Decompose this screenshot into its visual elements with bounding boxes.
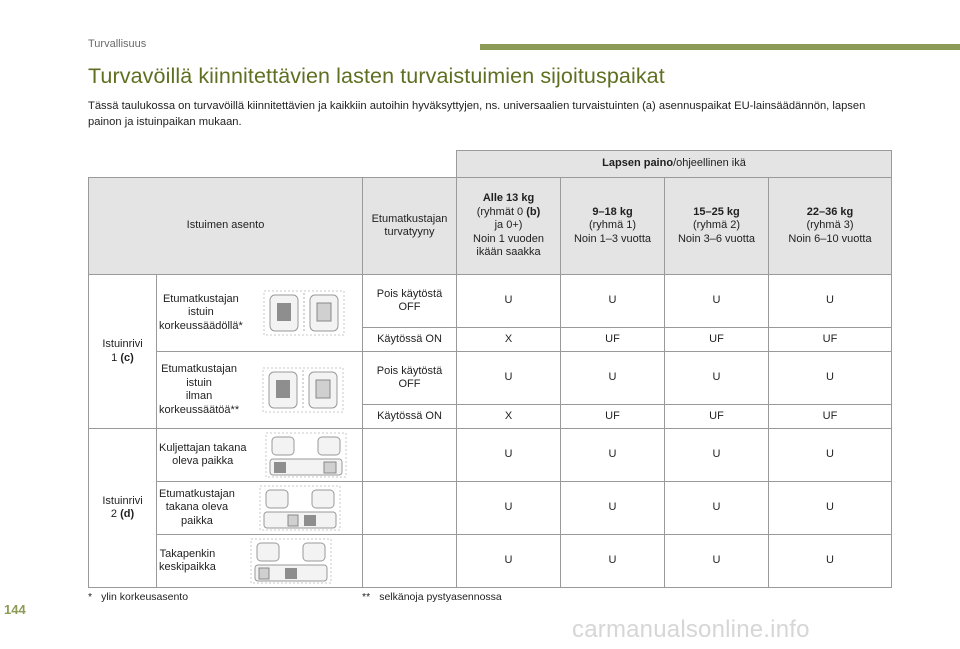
table-cell: U xyxy=(457,429,561,482)
group-class: (ryhmä 3) xyxy=(806,219,854,232)
group-age: Noin 6–10 vuotta xyxy=(788,232,872,245)
group-class-extra: ja 0+) xyxy=(494,219,523,232)
table-cell: U xyxy=(769,535,892,588)
group-class xyxy=(459,206,558,220)
airbag-state xyxy=(363,275,457,328)
table-cell: X xyxy=(457,328,561,352)
seat-label: istuin xyxy=(186,376,212,389)
weight-header-bold: Lapsen paino xyxy=(602,157,674,170)
table-cell: U xyxy=(769,352,892,405)
seat-label: oleva paikka xyxy=(172,455,234,467)
group-weight: 22–36 kg xyxy=(806,205,854,218)
airbag-state xyxy=(363,352,457,405)
table-cell: U xyxy=(457,275,561,328)
table-cell: UF xyxy=(665,328,769,352)
airbag-state-text: Pois käytöstä xyxy=(376,364,443,377)
airbag-state xyxy=(363,429,457,482)
car-seat-front-icon xyxy=(262,289,346,337)
seat-cell xyxy=(157,352,363,429)
seat-label: Takapenkin xyxy=(159,547,216,560)
seat-cell xyxy=(157,275,363,352)
page-title: Turvavöillä kiinnitettävien lasten turvaistuimien sijoituspaikat xyxy=(88,64,665,88)
table-row xyxy=(89,535,892,588)
table-cell: U xyxy=(561,352,665,405)
group-header xyxy=(769,178,892,275)
table-cell: UF xyxy=(665,405,769,429)
table-cell: U xyxy=(769,482,892,535)
footnote-text: selkänoja pystyasennossa xyxy=(379,591,502,603)
seat-row-number: 2 xyxy=(110,508,117,520)
table-cell: U xyxy=(769,429,892,482)
table-cell: UF xyxy=(769,328,892,352)
table-row xyxy=(89,482,892,535)
car-seat-rear-left-icon xyxy=(264,431,348,479)
airbag-state-text: Pois käytöstä xyxy=(376,287,443,300)
airbag-state: Käytössä ON xyxy=(363,328,457,352)
footnote-2 xyxy=(362,591,502,603)
table-cell: X xyxy=(457,405,561,429)
footnote-1 xyxy=(88,591,188,603)
seat-row-label-text: Istuinrivi xyxy=(102,338,143,350)
table-row xyxy=(89,352,892,405)
table-cell: U xyxy=(457,352,561,405)
car-seat-front-icon xyxy=(261,366,345,414)
airbag-state: Käytössä ON xyxy=(363,405,457,429)
table-cell: U xyxy=(665,535,769,588)
section-bar xyxy=(480,44,960,50)
child-seat-table xyxy=(88,150,892,588)
seat-row-label xyxy=(89,429,157,588)
seat-position-header: Istuimen asento xyxy=(89,178,363,275)
seat-label: korkeussäädöllä* xyxy=(159,319,243,332)
table-cell: U xyxy=(561,535,665,588)
seat-label: Etumatkustajan xyxy=(159,487,235,500)
seat-label: korkeussäätöä** xyxy=(159,403,240,416)
weight-header-rest: /ohjeellinen ikä xyxy=(673,157,746,170)
group-age: Noin 3–6 vuotta xyxy=(677,232,756,245)
table-cell: UF xyxy=(769,405,892,429)
group-header xyxy=(665,178,769,275)
table-cell: UF xyxy=(561,328,665,352)
table-cell: U xyxy=(561,275,665,328)
seat-row-label-text: Istuinrivi xyxy=(102,494,143,507)
table-row xyxy=(89,275,892,328)
airbag-state-text: OFF xyxy=(398,378,421,390)
seat-label: paikka xyxy=(181,514,213,527)
table-cell: U xyxy=(561,482,665,535)
seat-label: istuin xyxy=(188,306,214,319)
intro-paragraph: Tässä taulukossa on turvavöillä kiinnitettävien ja kaikkiin autoihin hyväksyttyjen, ns. universaalien turvaistuinten (a) asennuspaikat EU-lainsäädännön, lapsen painon ja istuinpaikan mukaan. xyxy=(88,100,866,128)
seat-row-note: (d) xyxy=(120,508,135,520)
seat-row-label xyxy=(89,275,157,429)
table-cell: U xyxy=(457,535,561,588)
seat-label: ilman xyxy=(185,390,213,402)
car-seat-rear-center-icon xyxy=(249,537,333,585)
watermark: carmanualsonline.info xyxy=(572,616,810,643)
table-cell: U xyxy=(665,429,769,482)
car-seat-rear-right-icon xyxy=(258,484,342,532)
group-age: Noin 1–3 vuotta xyxy=(573,232,652,245)
airbag-header: Etumatkustajan turvatyyny xyxy=(363,178,457,275)
table-cell: U xyxy=(457,482,561,535)
seat-label: takana oleva xyxy=(165,501,229,514)
page-number: 144 xyxy=(4,602,26,617)
group-class: (ryhmä 2) xyxy=(692,219,741,232)
group-weight: Alle 13 kg xyxy=(482,192,535,205)
seat-row-number: 1 xyxy=(111,351,118,364)
seat-label: Etumatkustajan xyxy=(161,363,237,375)
seat-cell xyxy=(157,535,363,588)
table-cell: U xyxy=(665,352,769,405)
seat-cell xyxy=(157,482,363,535)
airbag-state xyxy=(363,482,457,535)
airbag-state xyxy=(363,535,457,588)
group-class-text: (ryhmät 0 xyxy=(476,205,527,218)
group-age: Noin 1 vuoden ikään saakka xyxy=(473,232,544,259)
seat-label: keskipaikka xyxy=(159,561,216,573)
group-class: (ryhmä 1) xyxy=(588,219,637,232)
group-class-note: (b) xyxy=(526,205,541,218)
table-cell: U xyxy=(665,275,769,328)
seat-cell xyxy=(157,429,363,482)
weight-header xyxy=(457,151,892,178)
footnote-mark: ** xyxy=(362,591,371,603)
table-row xyxy=(89,429,892,482)
table-cell: U xyxy=(665,482,769,535)
footnote-mark: * xyxy=(88,591,93,603)
group-header xyxy=(561,178,665,275)
group-weight: 15–25 kg xyxy=(693,205,740,218)
airbag-state-text: OFF xyxy=(398,301,421,313)
seat-label: Kuljettajan takana xyxy=(159,441,247,454)
group-header xyxy=(457,178,561,275)
section-label: Turvallisuus xyxy=(88,38,147,50)
table-cell: UF xyxy=(561,405,665,429)
table-cell: U xyxy=(561,429,665,482)
seat-label: Etumatkustajan xyxy=(162,292,239,305)
footnote-text: ylin korkeusasento xyxy=(101,591,189,603)
seat-row-note: (c) xyxy=(120,351,134,364)
table-cell: U xyxy=(769,275,892,328)
group-weight: 9–18 kg xyxy=(592,205,633,218)
